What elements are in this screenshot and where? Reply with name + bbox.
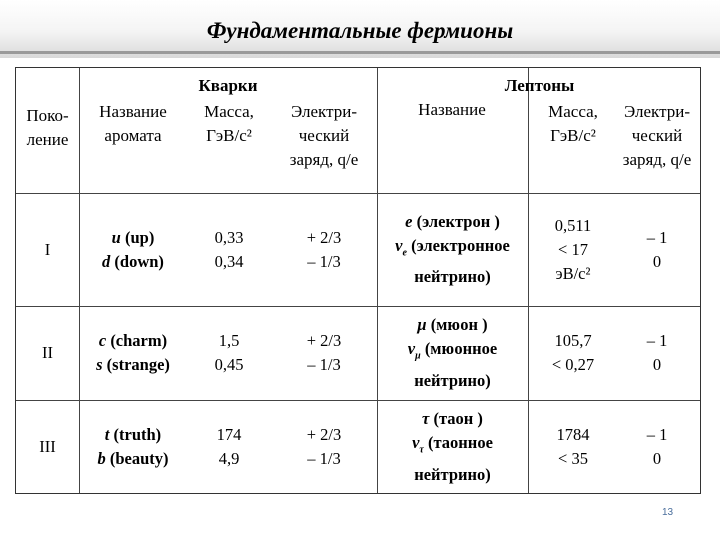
lepton-name-cell: e (электрон ) $\nu_e$ (электронное нейтрино) <box>395 211 510 287</box>
quark-charge-cell: + 2/3 – 1/3 <box>306 425 342 468</box>
header-generation: Поко- ление <box>26 106 69 149</box>
lepton-name-cell: μ (мюон ) $\nu_\mu$ (мюонное нейтрино) <box>407 315 498 390</box>
generation-cell: III <box>39 437 56 456</box>
lepton-charge-cell: – 1 0 <box>646 425 668 468</box>
quark-name-cell: u (up) d (down) <box>102 227 164 271</box>
quark-name-cell: c (charm) s (strange) <box>96 331 170 374</box>
header-quark-name: Название аромата <box>99 102 167 145</box>
header-quarks: Кварки <box>198 76 258 95</box>
lepton-charge-cell: – 1 0 <box>646 331 668 374</box>
quark-name-cell: t (truth) b (beauty) <box>97 425 169 468</box>
header-quark-mass: Масса, ГэВ/с² <box>204 102 254 145</box>
lepton-charge-cell: – 1 0 <box>646 227 668 271</box>
title-underline <box>0 51 720 54</box>
header-leptons: Лептоны <box>504 76 575 95</box>
lepton-mass-cell: 105,7 < 0,27 <box>551 331 595 374</box>
page-number: 13 <box>662 507 674 518</box>
quark-charge-cell: + 2/3 – 1/3 <box>306 331 342 374</box>
header-lepton-name: Название <box>418 100 486 119</box>
slide-title: Фундаментальные фермионы <box>206 18 514 43</box>
header-lepton-charge: Электри- ческий заряд, q/e <box>622 102 692 169</box>
header-lepton-mass: Масса, ГэВ/с² <box>548 102 598 145</box>
quark-charge-cell: + 2/3 – 1/3 <box>306 227 342 271</box>
generation-cell: II <box>42 343 53 362</box>
quark-mass-cell: 174 4,9 <box>216 425 242 468</box>
lepton-mass-cell: 0,511 < 17 эВ/с² <box>554 215 592 283</box>
fermions-table <box>15 67 701 494</box>
quark-mass-cell: 1,5 0,45 <box>214 331 244 374</box>
generation-cell: I <box>44 239 51 259</box>
lepton-mass-cell: 1784 < 35 <box>556 425 590 468</box>
header-quark-charge: Электри- ческий заряд, q/e <box>289 102 359 169</box>
lepton-name-cell: τ (таон ) $\nu_\tau$ (таонное нейтрино) <box>412 409 493 484</box>
quark-mass-cell: 0,33 0,34 <box>214 227 244 271</box>
